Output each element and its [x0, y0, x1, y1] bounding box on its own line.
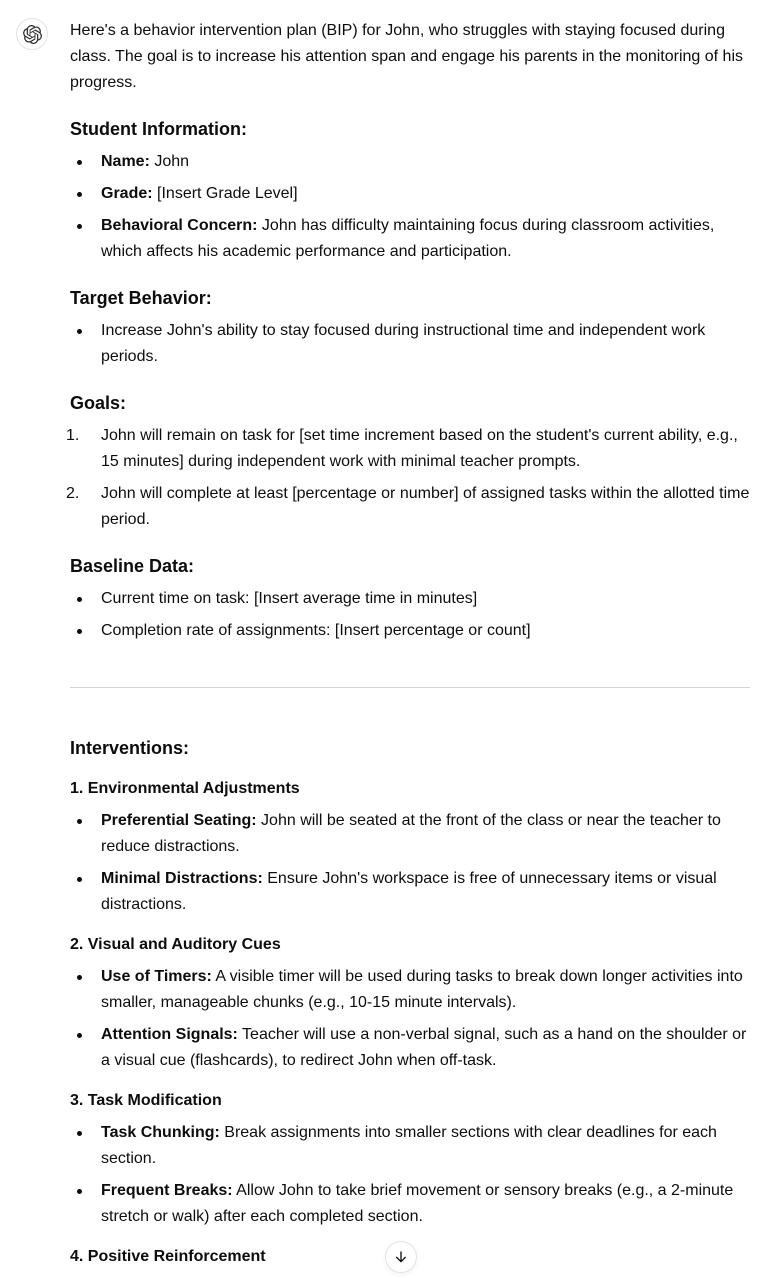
list-item-label: Name: — [101, 153, 150, 170]
list-item-text: Ensure John's workspace is free of unnecessary items or visual distractions. — [101, 870, 717, 913]
list-item-text: A visible timer will be used during tasks to break down longer activities into smaller, manageable chunks (e.g., 10-15 minute intervals). — [101, 968, 743, 1011]
scroll-to-bottom-button[interactable] — [385, 1241, 417, 1273]
list-item-label: Grade: — [101, 185, 153, 202]
sub-section-heading: 2. Visual and Auditory Cues — [70, 936, 281, 953]
openai-logo-icon — [23, 25, 42, 44]
list-item-text: Teacher will use a non-verbal signal, such as a hand on the shoulder or a visual cue (flashcards), to redirect John when off-task. — [101, 1026, 747, 1069]
section-heading: Target Behavior: — [70, 288, 212, 308]
assistant-avatar — [16, 18, 48, 50]
list-item-text: John will remain on task for [set time increment based on the student's current ability, e.g., 15 minutes] during independent work with minimal teacher prompts. — [101, 427, 738, 470]
list-item — [70, 423, 750, 475]
list-item-text: John has difficulty maintaining focus during classroom activities, which affects his academic performance and participation. — [101, 217, 715, 260]
paragraph: Here's a behavior intervention plan (BIP) for John, who struggles with staying focused during class. The goal is to increase his attention span and engage his parents in the monitoring of his progress. — [70, 22, 744, 91]
list-item-label: Behavioral Concern: — [101, 217, 258, 234]
arrow-down-icon — [393, 1249, 409, 1265]
section-heading: Interventions: — [70, 738, 190, 758]
list-item — [70, 213, 750, 265]
list-item-label: Attention Signals: — [101, 1026, 238, 1043]
list-item-text: Allow John to take brief movement or sensory breaks (e.g., a 2-minute stretch or walk) after each completed section. — [101, 1182, 734, 1225]
list-item — [70, 149, 750, 175]
list-item — [70, 1022, 750, 1074]
bullet-list — [70, 318, 750, 370]
bullet-list — [70, 586, 750, 644]
message-content — [70, 18, 750, 1272]
section-heading: Goals: — [70, 393, 127, 413]
list-item-text: John — [149, 153, 190, 170]
list-item-text: [Insert Grade Level] — [152, 185, 298, 202]
list-item-text: Current time on task: [Insert average time in minutes] — [101, 590, 478, 607]
list-item-label: Minimal Distractions: — [101, 870, 263, 887]
list-item — [70, 481, 750, 533]
sub-section-heading: 3. Task Modification — [70, 1092, 222, 1109]
list-item — [70, 1120, 750, 1172]
list-item-label: Frequent Breaks: — [101, 1182, 233, 1199]
list-item-text: Completion rate of assignments: [Insert percentage or count] — [101, 622, 531, 639]
bullet-list — [70, 149, 750, 265]
bullet-list — [70, 1120, 750, 1230]
section-heading: Baseline Data: — [70, 556, 195, 576]
section-heading: Student Information: — [70, 119, 247, 139]
sub-section-heading: 1. Environmental Adjustments — [70, 780, 300, 797]
list-item-text: Increase John's ability to stay focused during instructional time and independent work periods. — [101, 322, 706, 365]
list-item-text: John will complete at least [percentage or number] of assigned tasks within the allotted time period. — [101, 485, 750, 528]
list-item — [70, 866, 750, 918]
list-item-text: John will be seated at the front of the class or near the teacher to reduce distractions. — [101, 812, 721, 855]
list-item — [70, 808, 750, 860]
list-item — [70, 586, 750, 612]
section-divider — [70, 687, 750, 688]
list-item-label: Use of Timers: — [101, 968, 212, 985]
list-item-text: Break assignments into smaller sections with clear deadlines for each section. — [101, 1124, 717, 1167]
list-item — [70, 318, 750, 370]
list-item — [70, 181, 750, 207]
list-item — [70, 964, 750, 1016]
list-item — [70, 1178, 750, 1230]
bullet-list — [70, 808, 750, 918]
list-item — [70, 618, 750, 644]
numbered-list — [70, 423, 750, 533]
list-item-label: Task Chunking: — [101, 1124, 220, 1141]
list-item-label: Preferential Seating: — [101, 812, 257, 829]
sub-section-heading: 4. Positive Reinforcement — [70, 1248, 266, 1265]
bullet-list — [70, 964, 750, 1074]
